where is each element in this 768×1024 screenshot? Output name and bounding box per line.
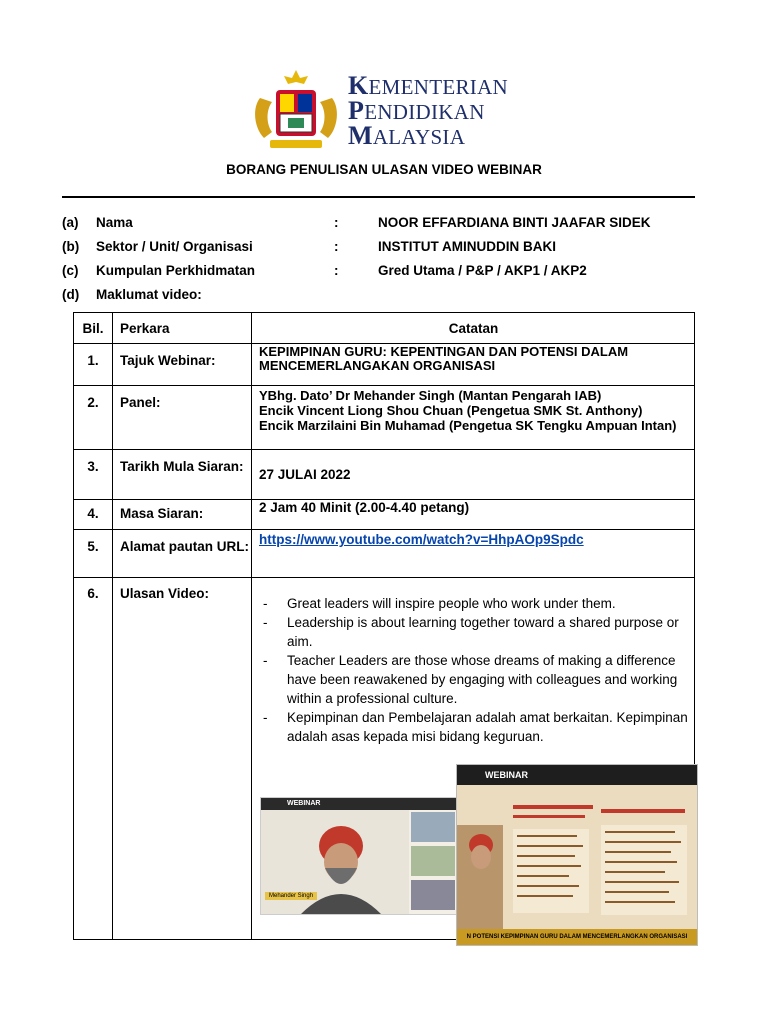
list-item: - Teacher Leaders are those whose dreams of making a difference have been reawakened by engaging with colleagues and working within a professional culture. (259, 651, 688, 708)
divider (62, 196, 695, 198)
video-url-link[interactable]: https://www.youtube.com/watch?v=HhpAOp9Spdc (259, 532, 584, 547)
panel-list: YBhg. Dato’ Dr Mehander Singh (Mantan Pengarah IAB) Encik Vincent Liong Shou Chuan (Pengetua SMK St. Anthony) Encik Marzilaini Bin Muhamad (Pengetua SK Tengku Ampuan Intan) (252, 386, 695, 450)
form-title: BORANG PENULISAN ULASAN VIDEO WEBINAR (226, 162, 542, 177)
header-catatan: Catatan (252, 313, 695, 344)
webinar-title: KEPIMPINAN GURU: KEPENTINGAN DAN POTENSI DALAM MENCEMERLANGAKAN ORGANISASI (252, 344, 695, 386)
table-row: 4. Masa Siaran: 2 Jam 40 Minit (2.00-4.40 petang) (74, 500, 695, 530)
table-header-row (74, 313, 695, 344)
coat-of-arms-icon (250, 68, 342, 152)
header-perkara: Perkara (113, 313, 252, 344)
slide-content-icon (457, 785, 697, 929)
header-bil: Bil. (74, 313, 113, 344)
webinar-screenshot-speaker: WEBINAR Mehander Singh (260, 797, 458, 915)
webinar-screenshot-slide: WEBINAR N POTENSI KEPIMPINAN GURU DALAM MENCEMERLANGKAN ORGANISASI (456, 764, 698, 946)
list-item: - Kepimpinan dan Pembelajaran adalah amat berkaitan. Kepimpinan adalah asas kepada misi bidang keguruan. (259, 708, 688, 746)
broadcast-date: 27 JULAI 2022 (252, 450, 695, 500)
list-item: - Leadership is about learning together toward a shared purpose or aim. (259, 613, 688, 651)
table-row: 3. Tarikh Mula Siaran: 27 JULAI 2022 (74, 450, 695, 500)
review-list (259, 594, 688, 746)
table-row: 1. Tajuk Webinar: KEPIMPINAN GURU: KEPENTINGAN DAN POTENSI DALAM MENCEMERLANGAKAN ORGANISASI (74, 344, 695, 386)
table-row: 2. Panel: YBhg. Dato’ Dr Mehander Singh (Mantan Pengarah IAB) Encik Vincent Liong Shou Chuan (Pengetua SMK St. Anthony) Encik Marzilaini Bin Muhamad (Pengetua SK Tengku Ampuan Intan) (74, 386, 695, 450)
ministry-logo (250, 68, 530, 152)
broadcast-duration: 2 Jam 40 Minit (2.00-4.40 petang) (252, 500, 695, 530)
table-row: 6. Ulasan Video: - Great leaders will inspire people who work under them. - Leadership is about learning together toward a shared purpose or aim. - Teacher Leaders are those whose dreams of making a difference have been reawakened by engaging with colleagues and working within a professional culture. - Kepimpinan dan Pembelajaran adalah amat berkaitan. Kepimpinan adalah asas kepada misi bidang keguruan. (74, 578, 695, 940)
ministry-name: KEMENTERIAN PENDIDIKAN MALAYSIA (348, 71, 509, 150)
table-row: 5. Alamat pautan URL: https://www.youtube.com/watch?v=HhpAOp9Spdc (74, 530, 695, 578)
list-item: - Great leaders will inspire people who work under them. (259, 594, 688, 613)
